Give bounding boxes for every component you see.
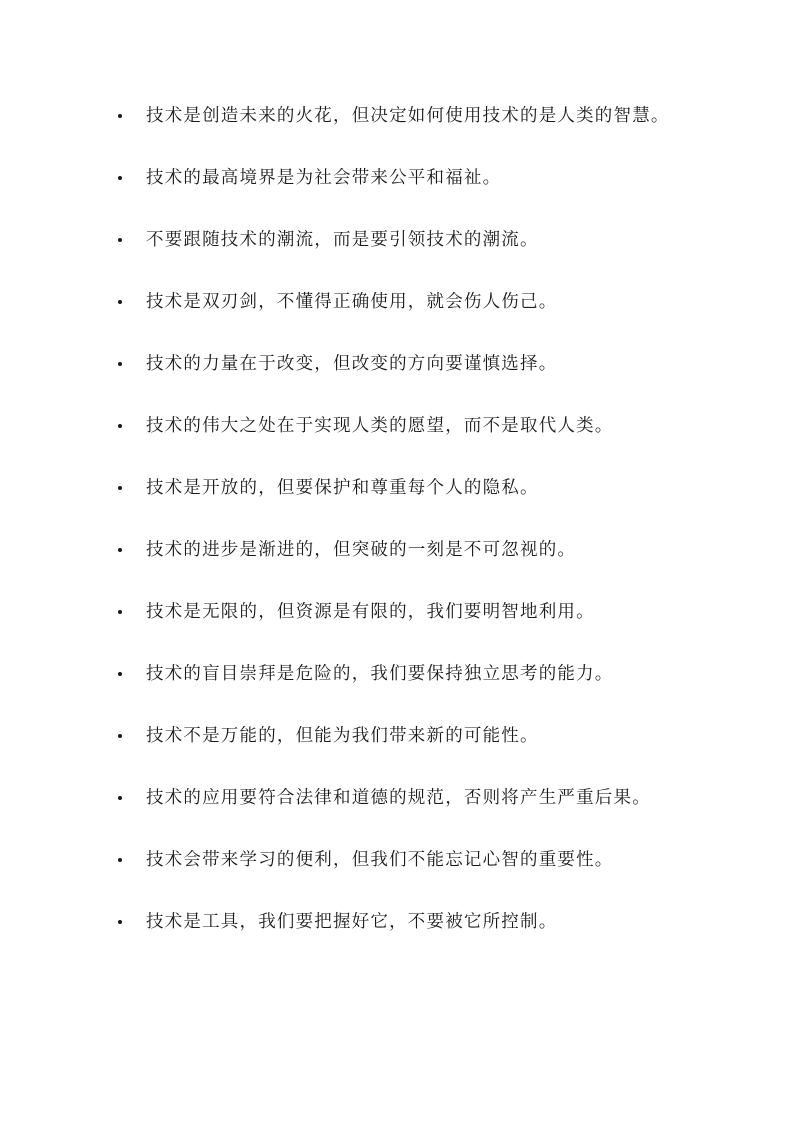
list-item <box>118 649 698 700</box>
list-item-text: 技术会带来学习的便利，但我们不能忘记心智的重要性。 <box>146 850 614 870</box>
list-item-text: 技术是无限的，但资源是有限的，我们要明智地利用。 <box>146 602 595 622</box>
list-item-text: 技术是双刃剑，不懂得正确使用，就会伤人伤己。 <box>146 292 558 312</box>
list-item <box>118 897 698 948</box>
bullet-icon <box>118 672 122 676</box>
bullet-icon <box>118 362 122 366</box>
list-item <box>118 773 698 824</box>
bullet-icon <box>118 176 122 180</box>
list-item-text: 不要跟随技术的潮流，而是要引领技术的潮流。 <box>146 230 539 250</box>
list-item <box>118 525 698 576</box>
list-item-text: 技术是工具，我们要把握好它，不要被它所控制。 <box>146 912 558 932</box>
list-item-text: 技术是开放的，但要保护和尊重每个人的隐私。 <box>146 478 539 498</box>
list-item-text: 技术的最高境界是为社会带来公平和福祉。 <box>146 168 502 188</box>
list-item-text: 技术的盲目崇拜是危险的，我们要保持独立思考的能力。 <box>146 664 614 684</box>
bullet-icon <box>118 424 122 428</box>
bullet-icon <box>118 610 122 614</box>
list-item-text: 技术是创造未来的火花，但决定如何使用技术的是人类的智慧。 <box>146 106 670 126</box>
quote-list <box>118 91 698 959</box>
bullet-icon <box>118 486 122 490</box>
bullet-icon <box>118 734 122 738</box>
list-item-text: 技术的力量在于改变，但改变的方向要谨慎选择。 <box>146 354 558 374</box>
bullet-icon <box>118 796 122 800</box>
bullet-icon <box>118 114 122 118</box>
bullet-icon <box>118 858 122 862</box>
list-item <box>118 153 698 204</box>
list-item-text: 技术的进步是渐进的，但突破的一刻是不可忽视的。 <box>146 540 577 560</box>
list-item-text: 技术的应用要符合法律和道德的规范，否则将产生严重后果。 <box>146 788 651 808</box>
list-item <box>118 835 698 886</box>
list-item <box>118 277 698 328</box>
bullet-icon <box>118 238 122 242</box>
list-item <box>118 711 698 762</box>
bullet-icon <box>118 920 122 924</box>
list-item <box>118 401 698 452</box>
list-item <box>118 91 698 142</box>
list-item <box>118 215 698 266</box>
list-item <box>118 339 698 390</box>
bullet-icon <box>118 548 122 552</box>
list-item-text: 技术不是万能的，但能为我们带来新的可能性。 <box>146 726 539 746</box>
list-item-text: 技术的伟大之处在于实现人类的愿望，而不是取代人类。 <box>146 416 614 436</box>
bullet-icon <box>118 300 122 304</box>
list-item <box>118 587 698 638</box>
list-item <box>118 463 698 514</box>
